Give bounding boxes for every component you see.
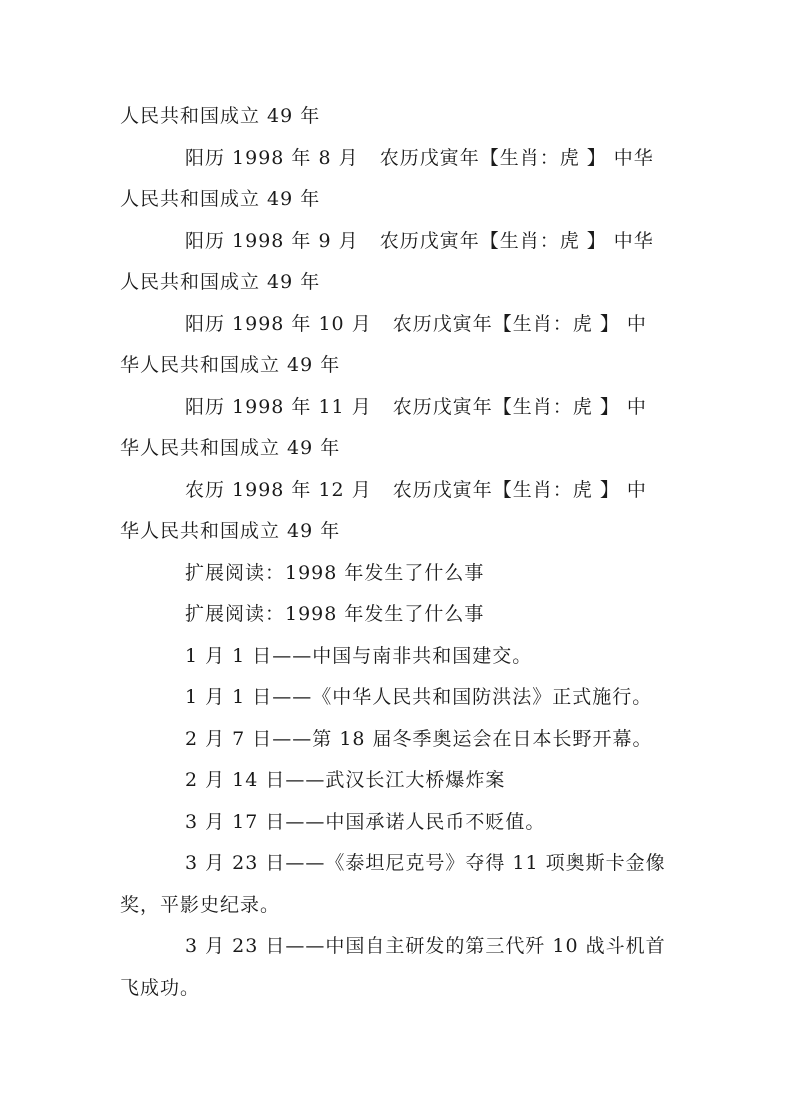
text-line: 华人民共和国成立 49 年 — [120, 437, 341, 459]
text-line: 阳历 1998 年 11 月 农历戊寅年【生肖：虎 】 中 — [185, 396, 647, 418]
text-line: 3 月 17 日——中国承诺人民币不贬值。 — [185, 811, 546, 833]
text-line: 3 月 23 日——《泰坦尼克号》夺得 11 项奥斯卡金像 — [185, 852, 666, 874]
text-line: 扩展阅读：1998 年发生了什么事 — [185, 603, 485, 625]
text-line: 飞成功。 — [120, 977, 201, 999]
text-line: 1 月 1 日——《中华人民共和国防洪法》正式施行。 — [185, 686, 653, 708]
text-line: 人民共和国成立 49 年 — [120, 105, 321, 127]
text-line: 阳历 1998 年 9 月 农历戊寅年【生肖：虎 】 中华 — [185, 230, 654, 252]
text-line: 人民共和国成立 49 年 — [120, 188, 321, 210]
text-line: 人民共和国成立 49 年 — [120, 271, 321, 293]
text-line: 华人民共和国成立 49 年 — [120, 520, 341, 542]
text-line: 阳历 1998 年 8 月 农历戊寅年【生肖：虎 】 中华 — [185, 147, 654, 169]
text-line: 2 月 14 日——武汉长江大桥爆炸案 — [185, 769, 506, 791]
text-line: 奖，平影史纪录。 — [120, 894, 281, 916]
text-line: 农历 1998 年 12 月 农历戊寅年【生肖：虎 】 中 — [185, 479, 647, 501]
text-line: 阳历 1998 年 10 月 农历戊寅年【生肖：虎 】 中 — [185, 313, 647, 335]
text-line: 华人民共和国成立 49 年 — [120, 354, 341, 376]
text-line: 3 月 23 日——中国自主研发的第三代歼 10 战斗机首 — [185, 935, 666, 957]
text-line: 2 月 7 日——第 18 届冬季奥运会在日本长野开幕。 — [185, 728, 653, 750]
text-line: 1 月 1 日——中国与南非共和国建交。 — [185, 645, 533, 667]
text-line: 扩展阅读：1998 年发生了什么事 — [185, 562, 485, 584]
